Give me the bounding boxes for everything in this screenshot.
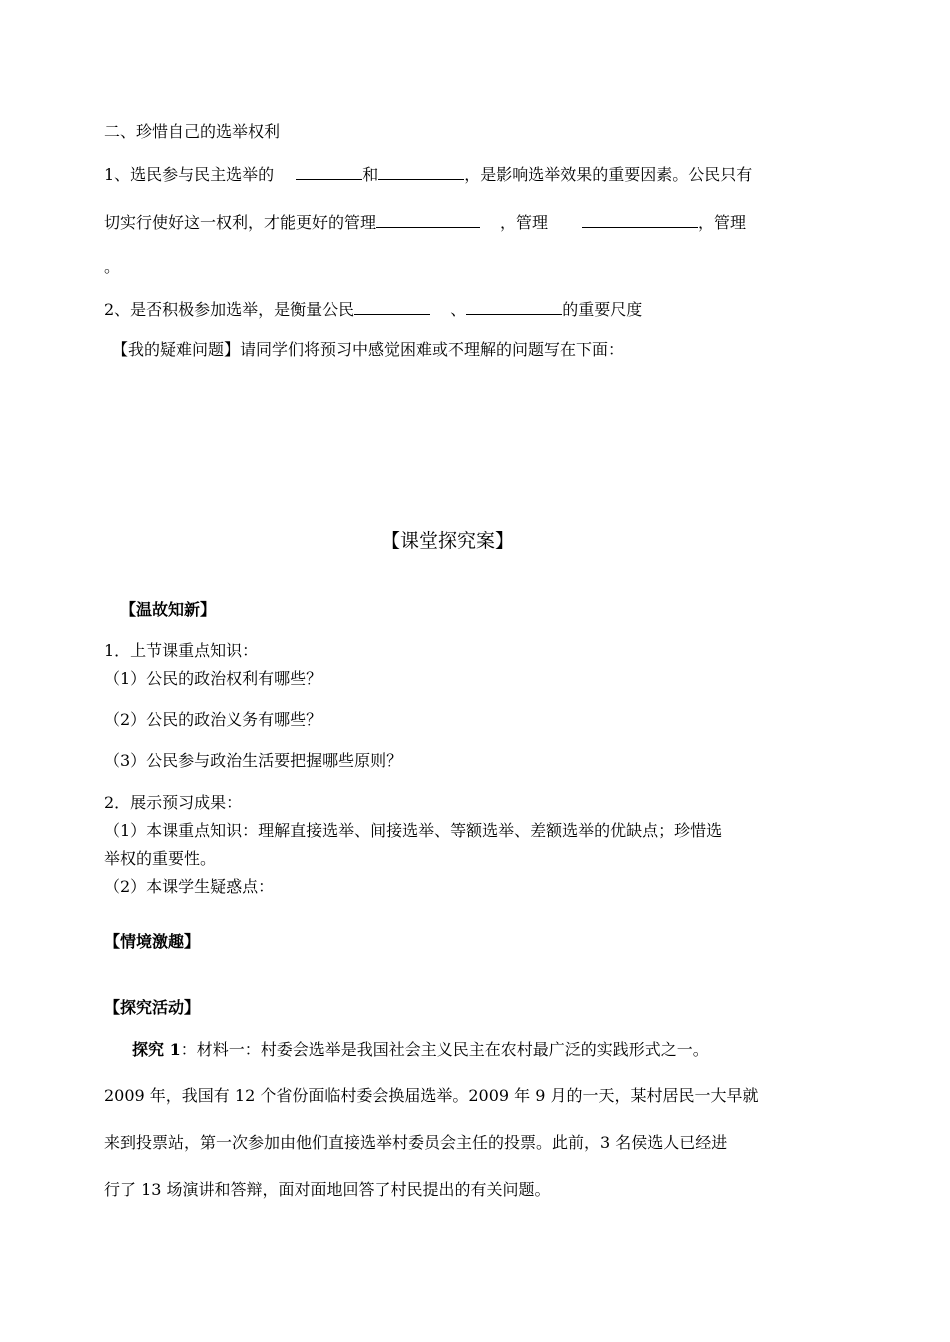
question-1-line-3: 。: [104, 257, 121, 276]
answer-blank-4[interactable]: [582, 211, 698, 228]
answer-blank-5[interactable]: [354, 298, 430, 315]
explore-paragraph-line-1: [132, 1040, 709, 1060]
review-item-1: 1．上节课重点知识：: [104, 641, 259, 660]
classroom-title: 【课堂探究案】: [381, 530, 515, 552]
review-item-2-1-line-1: （1）本课重点知识：理解直接选举、间接选举、等额选举、差额选举的优缺点；珍惜选: [104, 821, 723, 840]
question-1-text-c: ，是影响选举效果的重要因素。公民只有: [464, 165, 753, 184]
review-item-2-1-line-2: 举权的重要性。: [104, 849, 217, 868]
answer-blank-6[interactable]: [466, 298, 562, 315]
review-item-1-1: （1）公民的政治权利有哪些？: [104, 669, 323, 688]
question-2-text-a: 2、是否积极参加选举，是衡量公民: [104, 300, 355, 319]
explore-paragraph-line-2: 2009 年，我国有 12 个省份面临村委会换届选举。2009 年 9 月的一天，某村居民一大早就: [104, 1086, 759, 1105]
question-2-text-b: 、: [450, 300, 467, 319]
answer-blank-2[interactable]: [378, 163, 464, 180]
question-1-text-d: 切实行使好这一权利，才能更好的管理: [104, 213, 377, 232]
review-title: 【温故知新】: [120, 600, 217, 619]
question-1-line-2: [104, 211, 746, 233]
question-1-text-e: ，管理: [500, 213, 549, 232]
question-2-text-c: 的重要尺度: [562, 300, 643, 319]
question-1-text-b: 和: [362, 165, 379, 184]
question-1-text-f: ，管理: [698, 213, 747, 232]
review-item-2: 2．展示预习成果：: [104, 793, 243, 812]
scenario-title: 【情境激趣】: [104, 932, 201, 951]
explore-paragraph-line-4: 行了 13 场演讲和答辩，面对面地回答了村民提出的有关问题。: [104, 1180, 551, 1199]
section-heading: 二、珍惜自己的选举权利: [104, 122, 281, 141]
review-item-1-3: （3）公民参与政治生活要把握哪些原则？: [104, 751, 403, 770]
question-2-line: [104, 298, 642, 320]
question-1-text-a: 1、选民参与民主选举的: [104, 165, 275, 184]
activity-title: 【探究活动】: [104, 998, 201, 1017]
explore-paragraph-line-3: 来到投票站，第一次参加由他们直接选举村委员会主任的投票。此前，3 名侯选人已经进: [104, 1133, 728, 1152]
question-1-line-1: [104, 163, 752, 185]
review-item-1-2: （2）公民的政治义务有哪些？: [104, 710, 323, 729]
review-item-2-2: （2）本课学生疑惑点：: [104, 877, 275, 896]
answer-blank-1[interactable]: [296, 163, 362, 180]
answer-blank-3[interactable]: [376, 211, 480, 228]
explore-label: 探究 1: [132, 1040, 181, 1059]
explore-text-1: ：材料一：村委会选举是我国社会主义民主在农村最广泛的实践形式之一。: [180, 1040, 709, 1059]
difficulty-prompt: 【我的疑难问题】请同学们将预习中感觉困难或不理解的问题写在下面：: [112, 340, 625, 359]
